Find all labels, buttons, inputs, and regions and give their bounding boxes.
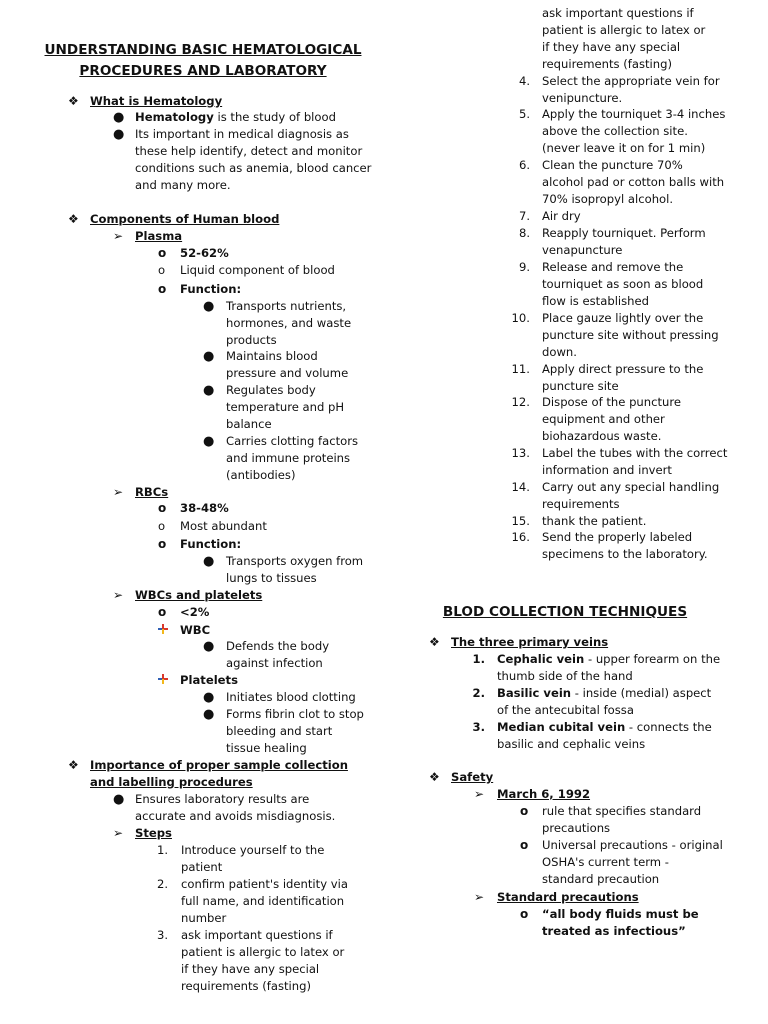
- bullet-dot-icon: ●: [203, 707, 215, 722]
- plasma-function-item: Regulates body temperature and pH balance: [226, 383, 345, 431]
- vein-item: Basilic vein - inside (medial) aspect of the antecubital fossa: [497, 686, 712, 717]
- step-number: 9.: [518, 260, 530, 274]
- step-number: 10.: [511, 311, 530, 325]
- section-title-collection: BLOD COLLECTION TECHNIQUES: [442, 604, 688, 620]
- date-item: Universal precautions - original OSHA's current term - standard precaution: [542, 838, 723, 886]
- step-item: Apply direct pressure to the puncture site: [542, 362, 704, 393]
- arrow-bullet-icon: ➢: [474, 890, 485, 904]
- step-item: Release and remove the tourniquet as soon as blood flow is established: [542, 260, 704, 308]
- veins-heading: The three primary veins: [451, 635, 609, 649]
- date-item: rule that specifies standard precautions: [542, 804, 702, 835]
- circle-bullet-icon: o: [520, 804, 529, 818]
- step-number: 11.: [511, 362, 530, 376]
- rbcs-percentage: 38-48%: [180, 501, 229, 515]
- step-number: 8.: [518, 226, 530, 240]
- date-heading: March 6, 1992: [497, 787, 591, 801]
- plasma-percentage: 52-62%: [180, 246, 229, 260]
- arrow-bullet-icon: ➢: [474, 787, 485, 801]
- wbc-function-item: Defends the body against infection: [226, 639, 330, 670]
- bullet-dot-icon: ●: [203, 349, 215, 364]
- wbcs-percentage: <2%: [180, 605, 210, 619]
- circle-bullet-icon: o: [158, 519, 166, 533]
- step-item: Apply the tourniquet 3-4 inches above the collection site. (never leave it on for 1 min): [542, 107, 726, 155]
- diamond-bullet-icon: ❖: [429, 635, 440, 649]
- arrow-bullet-icon: ➢: [113, 485, 124, 499]
- steps-heading: Steps: [135, 826, 172, 840]
- arrow-bullet-icon: ➢: [113, 588, 124, 602]
- circle-bullet-icon: o: [158, 246, 167, 260]
- step-item: Dispose of the puncture equipment and other biohazardous waste.: [542, 395, 682, 443]
- importance-bullet: Ensures laboratory results are accurate and avoids misdiagnosis.: [135, 792, 336, 823]
- step-item: thank the patient.: [542, 514, 647, 528]
- step-number: 2.: [156, 877, 168, 891]
- bullet-dot-icon: ●: [113, 110, 125, 125]
- hematology-definition: Hematology is the study of blood: [135, 110, 336, 124]
- page-title: UNDERSTANDING BASIC HEMATOLOGICAL PROCEDURES AND LABORATORY: [44, 42, 362, 79]
- plasma-function-item: Transports nutrients, hormones, and waste products: [226, 299, 352, 347]
- diamond-bullet-icon: ❖: [68, 212, 79, 226]
- rbcs-function-item: Transports oxygen from lungs to tissues: [226, 554, 364, 585]
- step-item: Carry out any special handling requirements: [542, 480, 720, 511]
- step-number: 3.: [156, 928, 168, 942]
- bullet-dot-icon: ●: [203, 690, 215, 705]
- circle-bullet-icon: o: [158, 263, 166, 277]
- vein-number: 2.: [472, 686, 485, 700]
- platelet-function-item: Initiates blood clotting: [226, 690, 356, 704]
- step-number: 6.: [518, 158, 530, 172]
- safety-heading: Safety: [451, 770, 494, 784]
- circle-bullet-icon: o: [158, 501, 167, 515]
- circle-bullet-icon: o: [158, 537, 167, 551]
- vein-item: Cephalic vein - upper forearm on the thumb side of the hand: [497, 652, 721, 683]
- section-heading-components: Components of Human blood: [90, 212, 280, 226]
- vein-number: 3.: [472, 720, 485, 734]
- step-item: confirm patient's identity via full name, and identification number: [181, 877, 348, 925]
- plasma-function-label: Function:: [180, 282, 242, 296]
- circle-bullet-icon: o: [158, 605, 167, 619]
- step-item: Label the tubes with the correct information and invert: [542, 446, 728, 477]
- bullet-dot-icon: ●: [203, 383, 215, 398]
- circle-bullet-icon: o: [520, 838, 529, 852]
- vein-number: 1.: [472, 652, 485, 666]
- standard-precautions-quote: “all body fluids must be treated as infectious”: [542, 907, 699, 938]
- bullet-dot-icon: ●: [113, 792, 125, 807]
- bullet-dot-icon: ●: [113, 127, 125, 142]
- step-number: 4.: [518, 74, 530, 88]
- step-item: Clean the puncture 70% alcohol pad or cotton balls with 70% isopropyl alcohol.: [542, 158, 725, 206]
- step-item: Introduce yourself to the patient: [181, 843, 325, 874]
- diamond-bullet-icon: ❖: [429, 770, 440, 784]
- plasma-heading: Plasma: [135, 229, 183, 243]
- diamond-bullet-icon: ❖: [68, 94, 79, 108]
- bullet-dot-icon: ●: [203, 299, 215, 314]
- standard-precautions-heading: Standard precautions: [497, 890, 639, 904]
- hematology-importance: Its important in medical diagnosis as these help identify, detect and monitor conditions such as anemia, blood cancer and many more.: [135, 127, 372, 192]
- plasma-function-item: Carries clotting factors and immune proteins (antibodies): [226, 434, 359, 482]
- step-number: 13.: [511, 446, 530, 460]
- step-number: 16.: [511, 530, 530, 544]
- platelet-function-item: Forms fibrin clot to stop bleeding and start tissue healing: [226, 707, 364, 755]
- arrow-bullet-icon: ➢: [113, 229, 124, 243]
- step-item-continued: ask important questions if patient is allergic to latex or if they have any special requirements (fasting): [542, 6, 706, 71]
- step-number: 12.: [511, 395, 530, 409]
- bullet-dot-icon: ●: [203, 554, 215, 569]
- rbcs-description: Most abundant: [180, 519, 267, 533]
- diamond-bullet-icon: ❖: [68, 758, 79, 772]
- rbcs-heading: RBCs: [135, 485, 169, 499]
- step-item: Air dry: [542, 209, 581, 223]
- step-item: Place gauze lightly over the puncture site without pressing down.: [542, 311, 719, 359]
- plus-bullet-icon: [158, 622, 170, 634]
- step-number: 14.: [511, 480, 530, 494]
- step-item: Send the properly labeled specimens to the laboratory.: [542, 530, 708, 561]
- step-item: Reapply tourniquet. Perform venapuncture: [542, 226, 706, 257]
- plasma-function-item: Maintains blood pressure and volume: [226, 349, 349, 380]
- platelets-label: Platelets: [180, 673, 238, 687]
- section-heading-hematology: What is Hematology: [90, 94, 223, 108]
- rbcs-function-label: Function:: [180, 537, 242, 551]
- circle-bullet-icon: o: [520, 907, 529, 921]
- plus-bullet-icon: [158, 672, 170, 684]
- step-number: 15.: [511, 514, 530, 528]
- vein-item: Median cubital vein - connects the basilic and cephalic veins: [497, 720, 712, 751]
- plasma-description: Liquid component of blood: [180, 263, 335, 277]
- circle-bullet-icon: o: [158, 282, 167, 296]
- wbc-label: WBC: [180, 623, 211, 637]
- bullet-dot-icon: ●: [203, 639, 215, 654]
- arrow-bullet-icon: ➢: [113, 826, 124, 840]
- step-number: 7.: [518, 209, 530, 223]
- section-heading-importance: Importance of proper sample collection and labelling procedures: [90, 758, 348, 789]
- step-item-part1: ask important questions if patient is allergic to latex or if they have any special requirements (fasting): [181, 928, 345, 993]
- step-number: 1.: [156, 843, 168, 857]
- bullet-dot-icon: ●: [203, 434, 215, 449]
- step-number: 5.: [518, 107, 530, 121]
- wbcs-heading: WBCs and platelets: [135, 588, 263, 602]
- step-item: Select the appropriate vein for venipuncture.: [542, 74, 720, 105]
